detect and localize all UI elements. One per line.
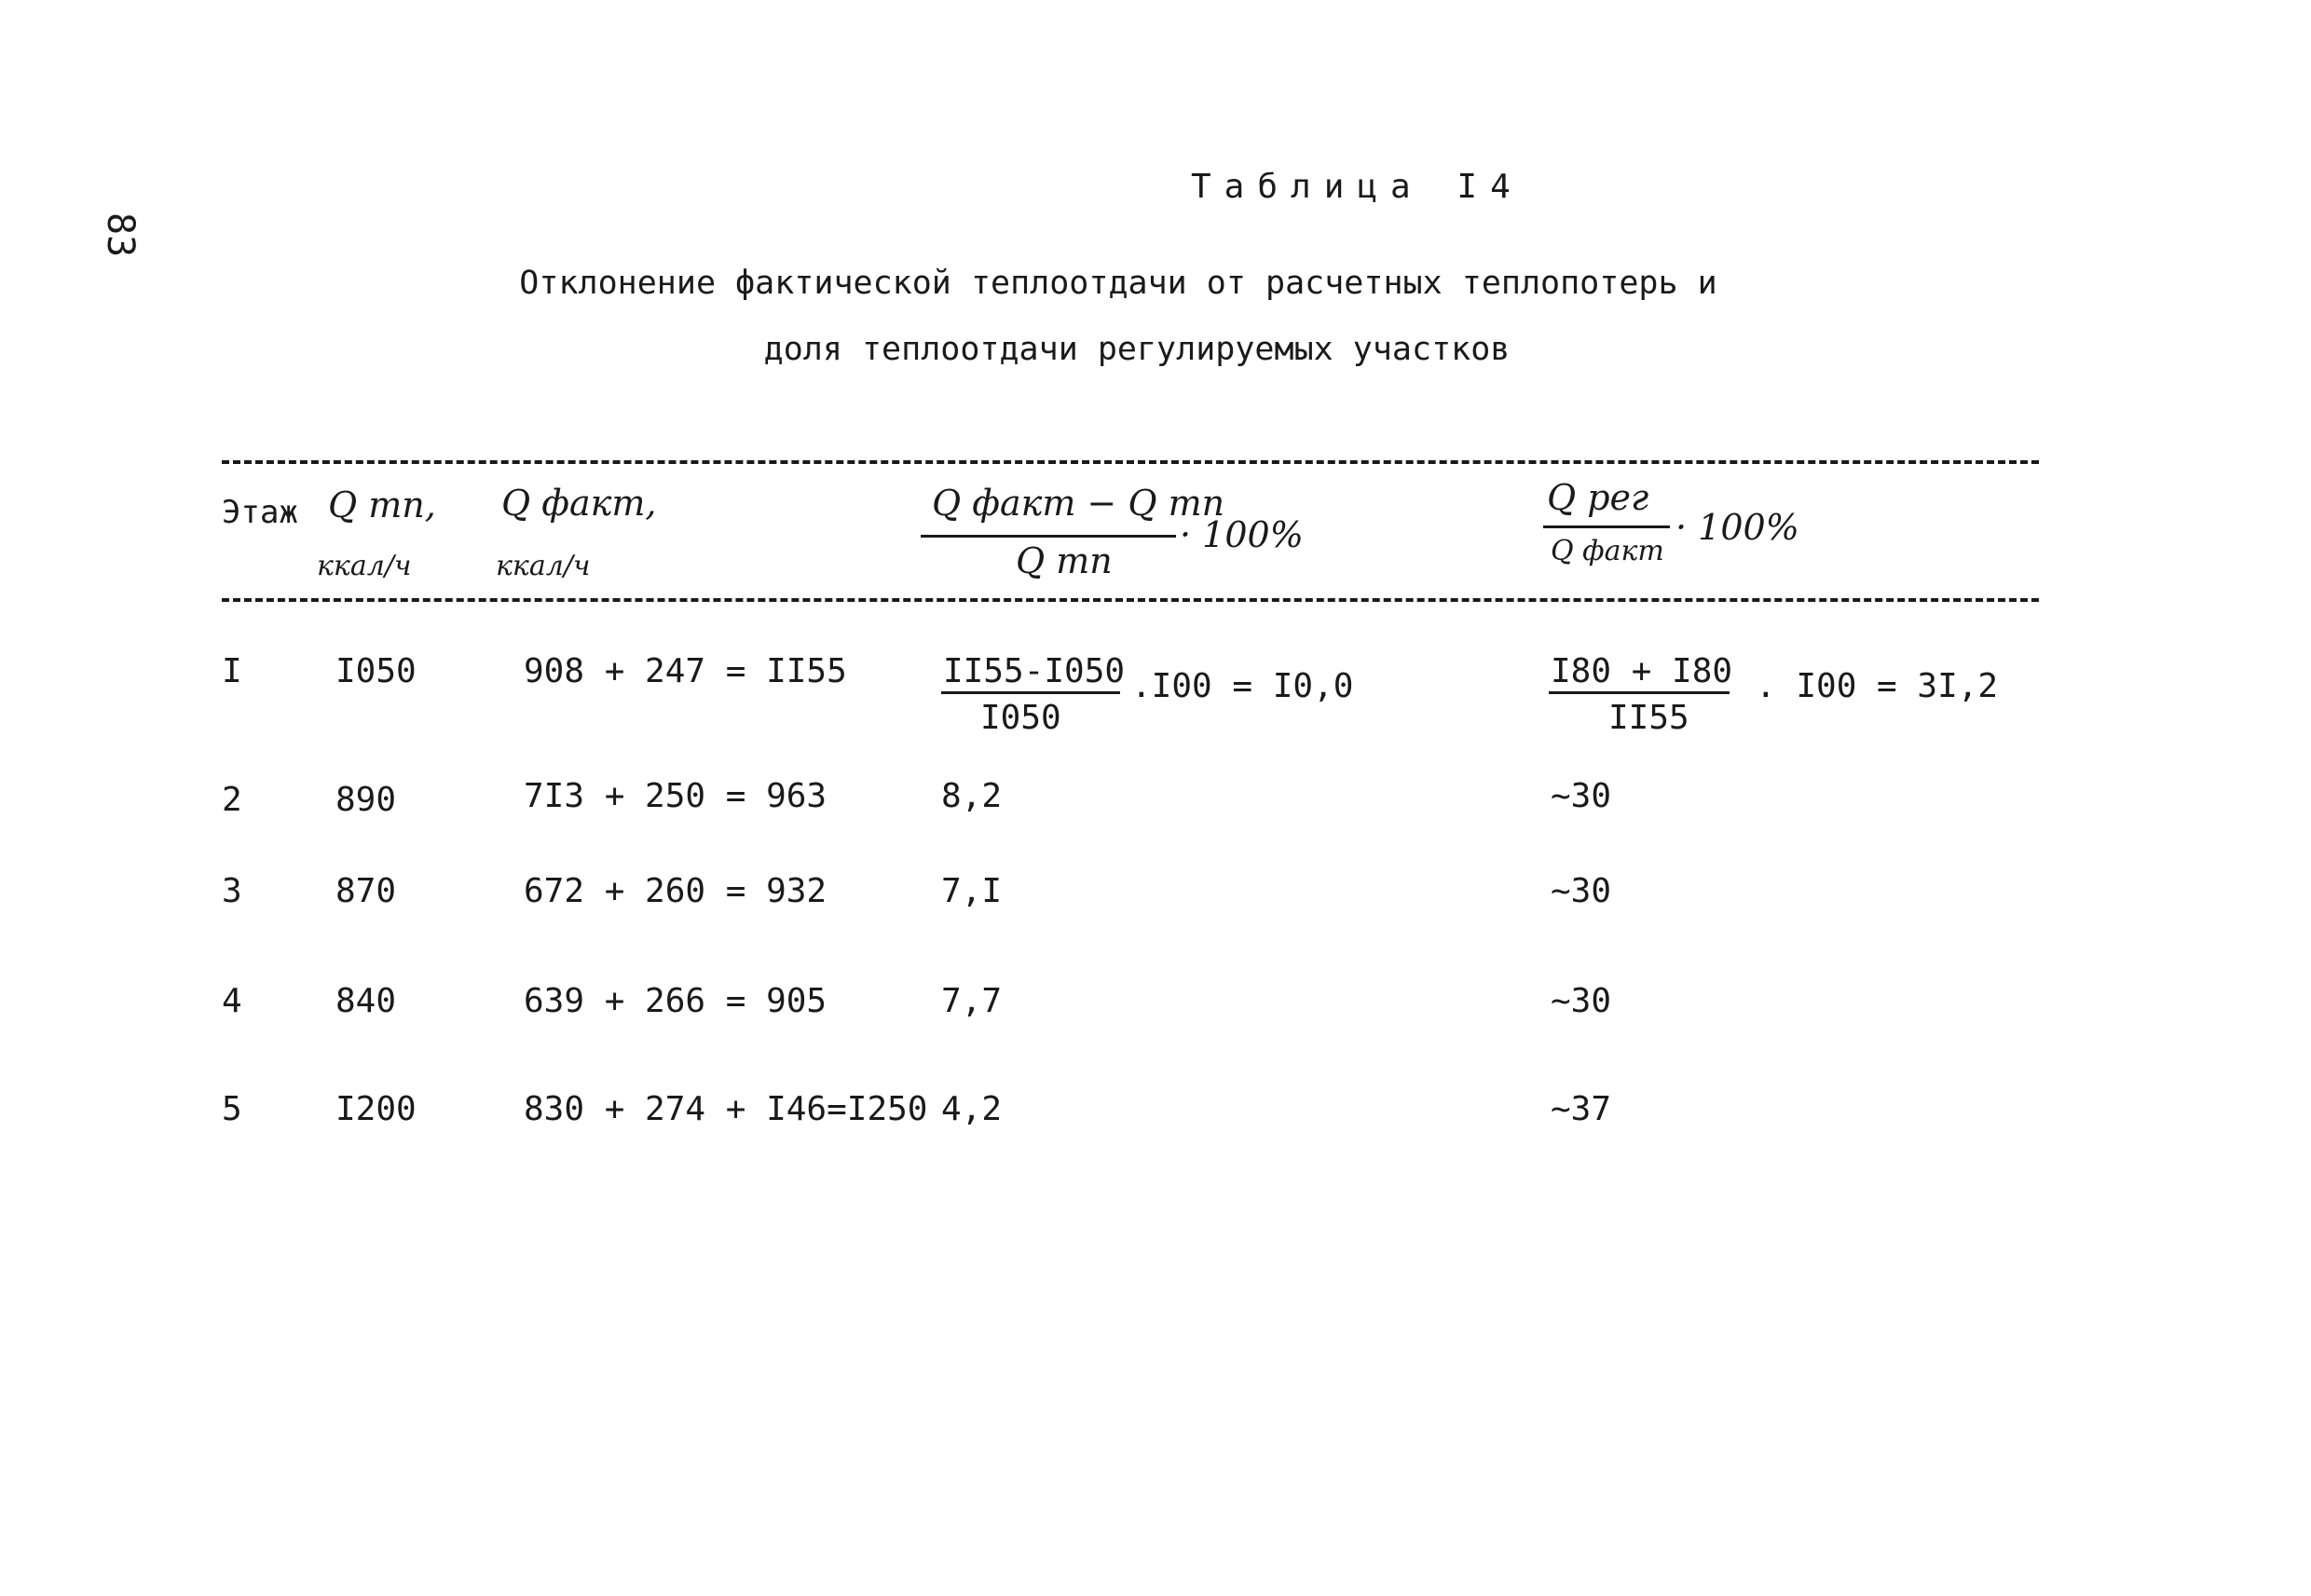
header-floor: Этаж: [222, 494, 298, 531]
header-share-denominator: Q факт: [1551, 535, 1664, 567]
header-q-fact: Q факт,: [501, 483, 657, 524]
row-4-q-tp: 840: [335, 982, 397, 1020]
row-5-q-fact: 830 + 274 + I46=I250: [524, 1090, 928, 1128]
page-number: 83: [99, 212, 142, 258]
table-top-rule: [222, 460, 2039, 464]
row-1-deviation-numerator: II55-I050: [943, 652, 1126, 690]
header-q-tp: Q тп,: [328, 484, 436, 525]
row-3-deviation: 7,I: [941, 872, 1003, 910]
row-2-q-fact: 7I3 + 250 = 963: [524, 777, 827, 815]
table-title-line-1: Отклонение фактической теплоотдачи от расчетных теплопотерь и: [519, 265, 1717, 302]
header-deviation-denominator: Q тп: [1016, 540, 1113, 581]
row-5-floor: 5: [222, 1090, 242, 1128]
row-5-deviation: 4,2: [941, 1090, 1003, 1128]
row-3-floor: 3: [222, 872, 242, 910]
header-deviation-numerator: Q факт − Q тп: [932, 483, 1225, 524]
header-share-numerator: Q рег: [1547, 477, 1649, 518]
row-3-q-fact: 672 + 260 = 932: [524, 872, 827, 910]
row-1-deviation-result: .I00 = I0,0: [1131, 667, 1354, 705]
table-caption: Таблица I4: [1191, 168, 1524, 206]
row-2-share: ~30: [1551, 777, 1612, 815]
row-4-deviation: 7,7: [941, 982, 1003, 1020]
row-2-floor: 2: [222, 781, 242, 819]
header-share-fraction-bar: [1543, 525, 1670, 528]
row-1-share-denominator: II55: [1608, 699, 1689, 737]
row-3-q-tp: 870: [335, 872, 397, 910]
row-5-share: ~37: [1551, 1090, 1612, 1128]
row-4-q-fact: 639 + 266 = 905: [524, 982, 827, 1020]
table-header-rule: [222, 598, 2039, 602]
header-share-multiplier: · 100%: [1675, 507, 1799, 548]
row-1-share-fraction-bar: [1549, 691, 1730, 694]
row-2-deviation: 8,2: [941, 777, 1003, 815]
row-1-q-tp: I050: [335, 652, 417, 690]
row-4-floor: 4: [222, 982, 242, 1020]
row-1-share-result: . I00 = 3I,2: [1756, 667, 1999, 705]
header-q-fact-unit: ккал/ч: [496, 550, 591, 582]
header-deviation-fraction-bar: [921, 535, 1176, 538]
row-1-q-fact: 908 + 247 = II55: [524, 652, 847, 690]
row-4-share: ~30: [1551, 982, 1612, 1020]
row-2-q-tp: 890: [335, 781, 397, 819]
row-1-share-numerator: I80 + I80: [1551, 652, 1733, 690]
row-1-deviation-denominator: I050: [980, 699, 1061, 737]
row-5-q-tp: I200: [335, 1090, 417, 1128]
row-3-share: ~30: [1551, 872, 1612, 910]
header-q-tp-unit: ккал/ч: [317, 550, 412, 582]
header-deviation-multiplier: · 100%: [1180, 514, 1304, 555]
table-title-line-2: доля теплоотдачи регулируемых участков: [763, 331, 1511, 368]
row-1-floor: I: [222, 652, 242, 690]
row-1-deviation-fraction-bar: [941, 691, 1120, 694]
